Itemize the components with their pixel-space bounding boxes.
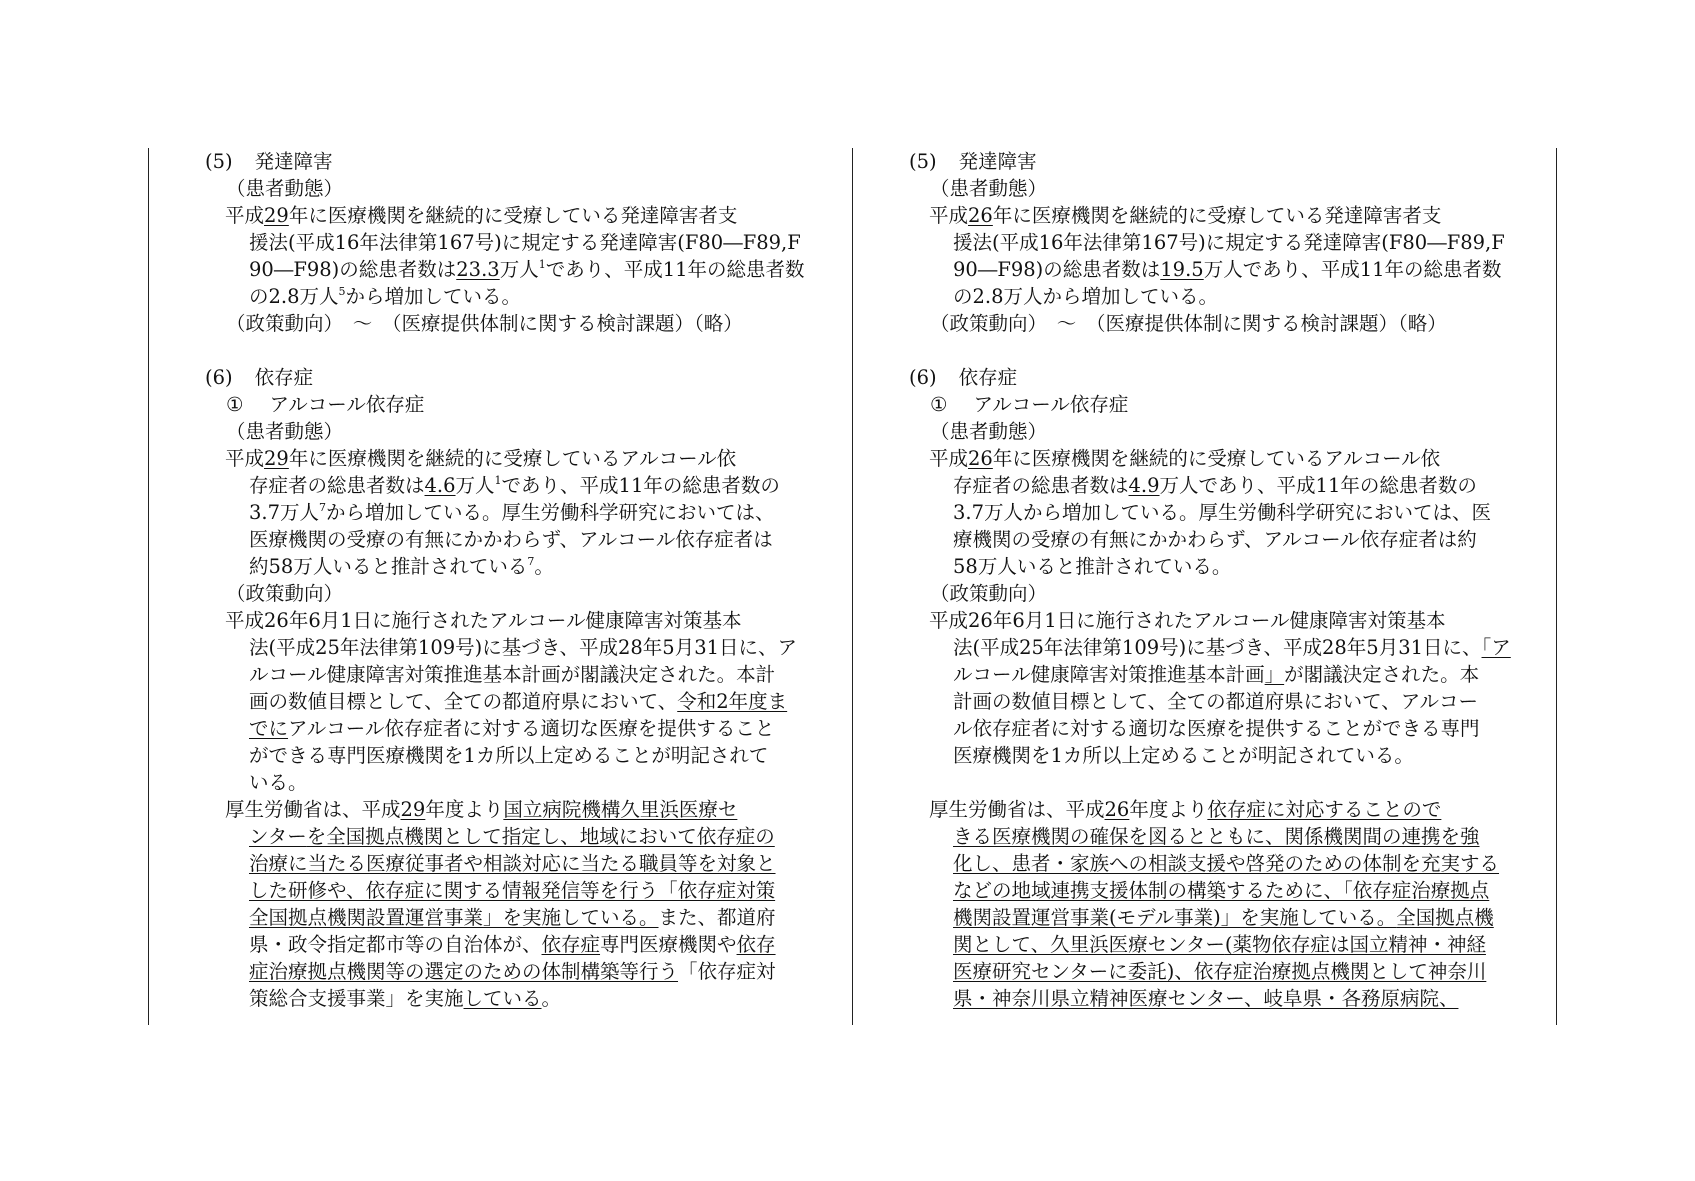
policy-heading: （政策動向） [226, 582, 344, 605]
text-line: きる医療機関の確保を図るとともに、関係機関間の連携を強 [953, 825, 1480, 848]
left-border-line [148, 148, 149, 1025]
text-line: 平成29年に医療機関を継続的に受療しているアルコール依 [225, 447, 737, 470]
text-line: 90―F98)の総患者数は19.5万人であり、平成11年の総患者数 [953, 258, 1502, 281]
text-line: などの地域連携支援体制の構築するために、「依存症治療拠点 [953, 879, 1490, 902]
section-6-heading: (6) 依存症 [205, 366, 314, 389]
text-line: 化し、患者・家族への相談支援や啓発のための体制を充実する [953, 852, 1500, 875]
text-line: の2.8万人から増加している。 [953, 285, 1219, 308]
text-line: 医療機関の受療の有無にかかわらず、アルコール依存症者は [249, 528, 773, 551]
right-border-line [1556, 148, 1557, 1025]
text-line: 医療研究センターに委託)、依存症治療拠点機関として神奈川 [953, 960, 1487, 983]
subsection-heading: ① アルコール依存症 [226, 393, 425, 416]
text-line: 平成29年に医療機関を継続的に受療している発達障害者支 [225, 204, 738, 227]
policy-omitted-line: （政策動向） ～ （医療提供体制に関する検討課題）（略） [930, 312, 1447, 335]
text-line: 関として、久里浜医療センター(薬物依存症は国立精神・神経 [953, 933, 1486, 956]
text-line: いる。 [249, 771, 308, 794]
text-line: 策総合支援事業」を実施している。 [249, 987, 562, 1010]
text-line: 厚生労働省は、平成26年度より依存症に対応することので [929, 798, 1442, 821]
subsection-heading: ① アルコール依存症 [930, 393, 1129, 416]
left-column [205, 148, 845, 1012]
policy-heading: （政策動向） [930, 582, 1048, 605]
text-line: ができる専門医療機関を1カ所以上定めることが明記されて [249, 744, 769, 767]
text-line: 平成26年に医療機関を継続的に受療している発達障害者支 [929, 204, 1442, 227]
text-line: でにアルコール依存症者に対する適切な医療を提供すること [249, 717, 775, 740]
text-line: 平成26年6月1日に施行されたアルコール健康障害対策基本 [929, 609, 1446, 632]
patient-heading: （患者動態） [930, 177, 1048, 200]
right-column [909, 148, 1549, 1012]
patient-heading: （患者動態） [226, 177, 344, 200]
text-line: ルコール健康障害対策推進基本計画が閣議決定された。本計 [249, 663, 776, 686]
text-line: 90―F98)の総患者数は23.3万人$^1$であり、平成11年の総患者数 [249, 258, 805, 281]
text-line: 症治療拠点機関等の選定のための体制構築等行う「依存症対 [249, 960, 776, 983]
text-line: の2.8万人$^5$から増加している。 [249, 285, 522, 308]
text-line: 県・政令指定都市等の自治体が、依存症専門医療機関や依存 [249, 933, 776, 956]
text-line: ルコール健康障害対策推進基本計画」が閣議決定された。本 [953, 663, 1480, 686]
patient-heading: （患者動態） [226, 420, 344, 443]
text-line: 平成26年6月1日に施行されたアルコール健康障害対策基本 [225, 609, 742, 632]
text-line: 平成26年に医療機関を継続的に受療しているアルコール依 [929, 447, 1441, 470]
text-line: 援法(平成16年法律第167号)に規定する発達障害(F80―F89,F [953, 231, 1505, 254]
section-5-heading: (5) 発達障害 [909, 150, 1037, 173]
text-line: 援法(平成16年法律第167号)に規定する発達障害(F80―F89,F [249, 231, 801, 254]
patient-heading: （患者動態） [930, 420, 1048, 443]
text-line: 機関設置運営事業(モデル事業)」を実施している。全国拠点機 [953, 906, 1494, 929]
policy-omitted-line: （政策動向） ～ （医療提供体制に関する検討課題）（略） [226, 312, 743, 335]
text-line: した研修や、依存症に関する情報発信等を行う「依存症対策 [249, 879, 776, 902]
text-line: 存症者の総患者数は4.9万人であり、平成11年の総患者数の [953, 474, 1477, 497]
text-line: 約58万人いると推計されている$^7$。 [249, 555, 554, 578]
text-line: 法(平成25年法律第109号)に基づき、平成28年5月31日に、「ア [953, 636, 1511, 659]
text-line: 3.7万人から増加している。厚生労働科学研究においては、医 [953, 501, 1492, 524]
text-line: 医療機関を1カ所以上定めることが明記されている。 [953, 744, 1414, 767]
text-line: 画の数値目標として、全ての都道府県において、令和2年度ま [249, 690, 788, 713]
text-line: 厚生労働省は、平成29年度より国立病院機構久里浜医療セ [225, 798, 738, 821]
text-line: 全国拠点機関設置運営事業」を実施している。また、都道府 [249, 906, 776, 929]
text-line: 療機関の受療の有無にかかわらず、アルコール依存症者は約 [953, 528, 1477, 551]
text-line: 県・神奈川県立精神医療センター、岐阜県・各務原病院、 [953, 987, 1459, 1010]
section-6-heading: (6) 依存症 [909, 366, 1018, 389]
text-line: 計画の数値目標として、全ての都道府県において、アルコー [953, 690, 1478, 713]
section-5-heading: (5) 発達障害 [205, 150, 333, 173]
text-line: ンターを全国拠点機関として指定し、地域において依存症の [249, 825, 775, 848]
text-line: ル依存症者に対する適切な医療を提供することができる専門 [953, 717, 1480, 740]
text-line: 法(平成25年法律第109号)に基づき、平成28年5月31日に、ア [249, 636, 798, 659]
text-line: 3.7万人$^7$から増加している。厚生労働科学研究においては、 [249, 501, 775, 524]
center-divider-line [852, 148, 853, 1025]
text-line: 治療に当たる医療従事者や相談対応に当たる職員等を対象と [249, 852, 776, 875]
text-line: 存症者の総患者数は4.6万人$^1$であり、平成11年の総患者数の [249, 474, 780, 497]
text-line: 58万人いると推計されている。 [953, 555, 1232, 578]
